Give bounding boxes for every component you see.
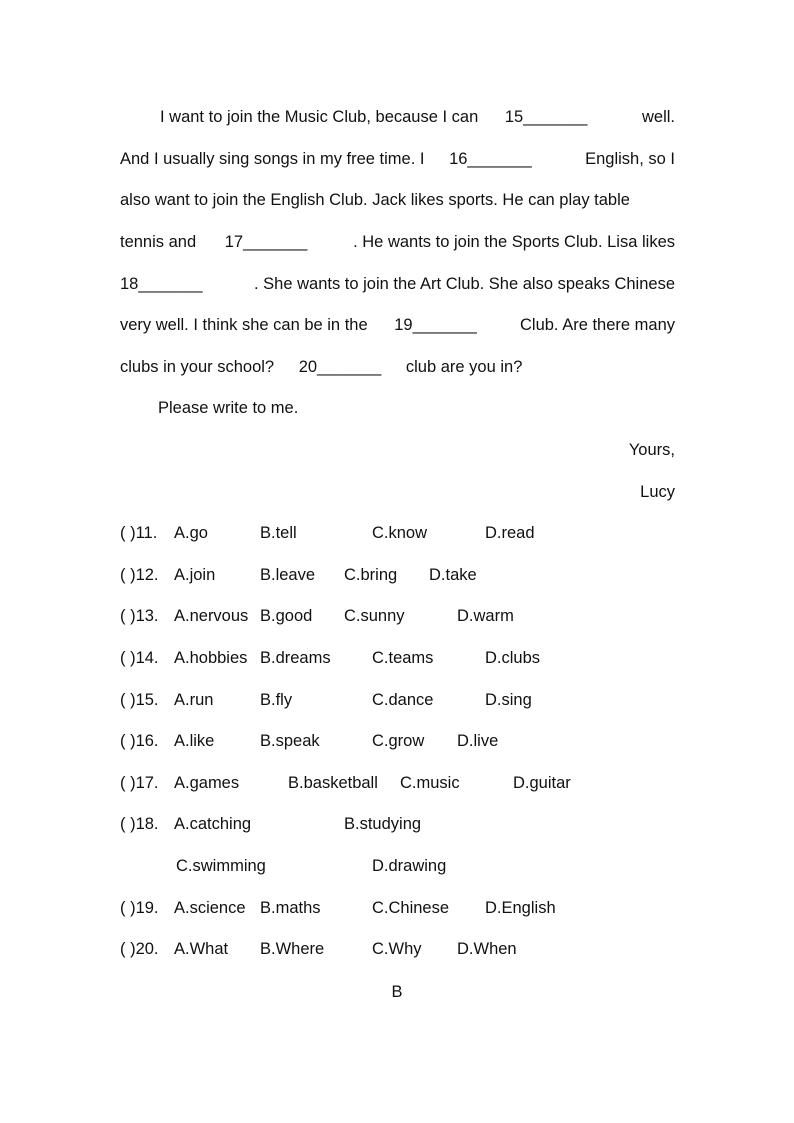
option-b[interactable]: B.dreams [260, 649, 331, 667]
passage-line-6: very well. I think she can be in the 19_______ Club. Are there many [120, 316, 675, 334]
option-c[interactable]: C.Why [372, 940, 422, 958]
option-d[interactable]: D.sing [485, 691, 532, 709]
option-b[interactable]: B.speak [260, 732, 320, 750]
option-b[interactable]: B.tell [260, 524, 297, 542]
option-c[interactable]: C.teams [372, 649, 434, 667]
option-c[interactable]: C.grow [372, 732, 425, 750]
option-d[interactable]: D.take [429, 566, 477, 584]
closing-line: Please write to me. [158, 399, 299, 417]
blank-18: 18_______ [120, 275, 203, 293]
signature: Lucy [640, 483, 675, 501]
option-a[interactable]: A.science [174, 899, 246, 917]
passage-line-7: clubs in your school? 20_______ club are you in? [120, 358, 523, 376]
blank-17: 17_______ [224, 233, 308, 251]
option-d[interactable]: D.guitar [513, 774, 571, 792]
option-a[interactable]: A.catching [174, 815, 252, 833]
option-d[interactable]: D.English [485, 899, 556, 917]
option-b[interactable]: B.studying [344, 815, 422, 833]
question-number: ( )14. [120, 649, 159, 667]
question-number: ( )16. [120, 732, 159, 750]
option-a[interactable]: A.join [174, 566, 216, 584]
option-d[interactable]: D.warm [457, 607, 514, 625]
option-d[interactable]: D.live [457, 732, 499, 750]
passage-line-4: tennis and 17_______ . He wants to join the Sports Club. Lisa likes [120, 233, 675, 251]
option-b[interactable]: B.good [260, 607, 313, 625]
blank-19: 19_______ [394, 316, 477, 334]
option-b[interactable]: B.Where [260, 940, 325, 958]
option-a[interactable]: A.run [174, 691, 214, 709]
passage-line-1: I want to join the Music Club, because I can 15_______ well. [160, 108, 675, 126]
question-number: ( )17. [120, 774, 159, 792]
option-a[interactable]: A.games [174, 774, 240, 792]
option-b[interactable]: B.leave [260, 566, 316, 584]
option-c[interactable]: C.bring [344, 566, 398, 584]
question-number: ( )13. [120, 607, 159, 625]
option-d[interactable]: D.read [485, 524, 535, 542]
question-number: ( )12. [120, 566, 159, 584]
question-number: ( )19. [120, 899, 159, 917]
option-d[interactable]: D.When [457, 940, 517, 958]
option-a[interactable]: A.like [174, 732, 215, 750]
option-d[interactable]: D.clubs [485, 649, 541, 667]
option-a[interactable]: A.go [174, 524, 208, 542]
option-c[interactable]: C.swimming [176, 857, 266, 875]
option-b[interactable]: B.basketball [288, 774, 378, 792]
option-a[interactable]: A.What [174, 940, 229, 958]
option-c[interactable]: C.sunny [344, 607, 405, 625]
section-label: B [391, 983, 403, 1001]
option-a[interactable]: A.nervous [174, 607, 249, 625]
option-c[interactable]: C.music [400, 774, 460, 792]
option-d[interactable]: D.drawing [372, 857, 447, 875]
blank-20: 20_______ [298, 358, 382, 376]
question-number: ( )11. [120, 524, 158, 542]
blank-16: 16_______ [449, 150, 532, 168]
option-c[interactable]: C.Chinese [372, 899, 450, 917]
option-b[interactable]: B.maths [260, 899, 321, 917]
passage-line-5: 18_______ . She wants to join the Art Club. She also speaks Chinese [120, 275, 675, 293]
option-a[interactable]: A.hobbies [174, 649, 248, 667]
blank-15: 15_______ [504, 108, 588, 126]
question-number: ( )18. [120, 815, 159, 833]
option-c[interactable]: C.dance [372, 691, 434, 709]
question-number: ( )20. [120, 940, 159, 958]
sign-off: Yours, [628, 441, 675, 459]
question-number: ( )15. [120, 691, 159, 709]
passage-line-2: And I usually sing songs in my free time. I 16_______ English, so I [120, 150, 675, 168]
passage-line-3: also want to join the English Club. Jack likes sports. He can play table [120, 191, 630, 209]
option-c[interactable]: C.know [372, 524, 428, 542]
option-b[interactable]: B.fly [260, 691, 293, 709]
